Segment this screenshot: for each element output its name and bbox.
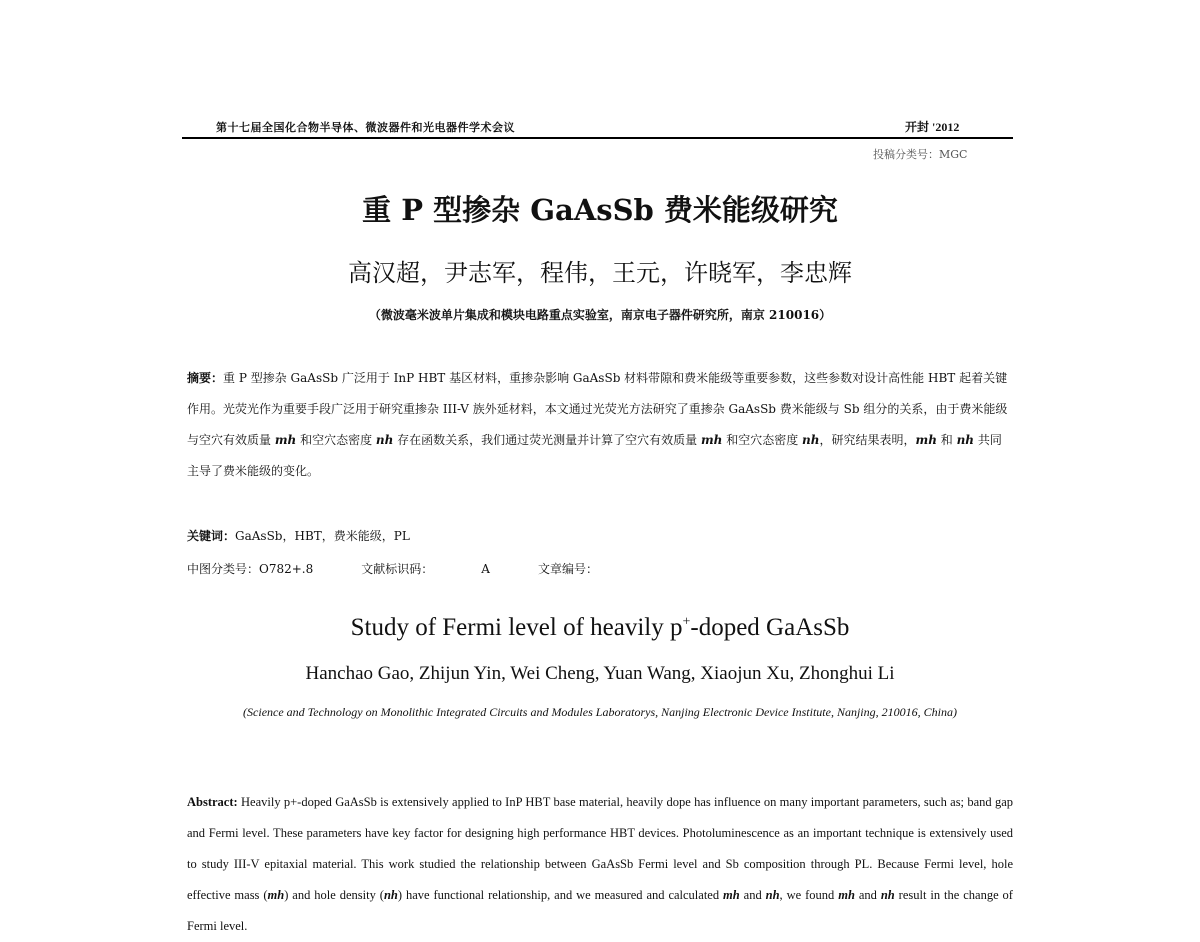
conference-name: 第十七届全国化合物半导体、微波器件和光电器件学术会议 — [216, 121, 515, 134]
header-divider — [182, 137, 1013, 139]
english-title-part: Study of Fermi level of heavily p — [350, 614, 683, 641]
var-nh: nh — [765, 888, 780, 902]
english-abstract-text: and — [739, 888, 766, 902]
chinese-abstract-text: 共同主导了费米能级的变化。 — [187, 433, 1002, 478]
var-mh: mh — [274, 433, 297, 447]
chinese-abstract-text: 存在函数关系，我们通过荧光测量并计算了空穴有效质量 — [393, 433, 701, 447]
english-abstract-text: ) have functional relationship, and we measured and calculated — [397, 888, 724, 902]
chinese-authors: 高汉超，尹志军，程伟，王元，许晓军，李忠辉 — [348, 259, 852, 287]
doc-code-label: 文献标识码： — [361, 562, 434, 576]
var-mh: mh — [700, 433, 723, 447]
chinese-abstract-text: 和空穴态密度 — [722, 433, 803, 447]
english-abstract-text: and — [854, 888, 881, 902]
var-nh: nh — [880, 888, 895, 902]
english-authors: Hanchao Gao, Zhijun Yin, Wei Cheng, Yuan Wang, Xiaojun Xu, Zhonghui Li — [305, 663, 895, 684]
var-mh: mh — [723, 888, 740, 902]
chinese-abstract-label: 摘要： — [187, 371, 224, 385]
conference-place-year: 开封 '2012 — [905, 120, 960, 134]
english-abstract-text: result in the change of Fermi level. — [187, 888, 1013, 933]
doc-code-value: A — [481, 562, 490, 576]
english-abstract — [187, 787, 1013, 942]
chinese-title: 重 P 型掺杂 GaAsSb 费米能级研究 — [362, 193, 838, 227]
keywords-value: GaAsSb，HBT，费米能级，PL — [235, 529, 410, 543]
english-abstract-text: ) and hole density ( — [284, 888, 384, 902]
keywords-line — [187, 527, 410, 544]
var-nh: nh — [375, 433, 394, 447]
english-affiliation: (Science and Technology on Monolithic Integrated Circuits and Modules Laboratorys, Nanjing Electronic Device Institute, Nanjing, 210016, China) — [243, 705, 957, 719]
chinese-abstract-text: 重 P 型掺杂 GaAsSb 广泛用于 InP HBT 基区材料，重掺杂影响 GaAsSb 材料带隙和费米能级等重要参数，这些参数对设计高性能 HBT 起着关键作用。光荧光作为重要手段广泛用于研究重掺杂 III-V 族外延材料，本文通过光荧光方法研究了重掺杂 GaAsSb 费米能级与 Sb 组分的关系，由于费米能级与空穴有效质量 — [187, 371, 1008, 447]
english-abstract-text: Heavily p+-doped GaAsSb is extensively applied to InP HBT base material, heavily dope has influence on many important parameters, such as; band gap and Fermi level. These parameters have key factor for designing high performance HBT devices. Photoluminescence as an important technique is extensively used to study III-V epitaxial material. This work studied the relationship between GaAsSb Fermi level and Sb composition through PL. Because Fermi level, hole effective mass ( — [187, 795, 1013, 902]
english-title — [0, 614, 1200, 642]
var-mh: mh — [838, 888, 855, 902]
chinese-abstract-text: 和空穴态密度 — [296, 433, 376, 447]
chinese-abstract-text: ，研究结果表明， — [819, 433, 916, 447]
submission-class-code: 投稿分类号：MGC — [873, 148, 968, 161]
english-title-part: -doped GaAsSb — [690, 614, 850, 641]
var-nh: nh — [383, 888, 398, 902]
chinese-abstract — [187, 363, 1013, 487]
classification-line — [187, 560, 646, 577]
english-abstract-label: Abstract: — [187, 795, 238, 809]
keywords-label: 关键词： — [187, 529, 236, 543]
var-nh: nh — [802, 433, 820, 447]
var-mh: mh — [267, 888, 285, 902]
chinese-abstract-text: 和 — [936, 433, 957, 447]
english-abstract-text: , we found — [779, 888, 839, 902]
var-mh: mh — [915, 433, 937, 447]
var-nh: nh — [956, 433, 975, 447]
article-number-label: 文章编号： — [537, 562, 598, 576]
english-title-superscript: + — [682, 614, 691, 630]
clc-number: 中图分类号：O782+.8 — [187, 562, 314, 576]
chinese-affiliation: （微波毫米波单片集成和模块电路重点实验室，南京电子器件研究所，南京 210016） — [368, 308, 832, 322]
